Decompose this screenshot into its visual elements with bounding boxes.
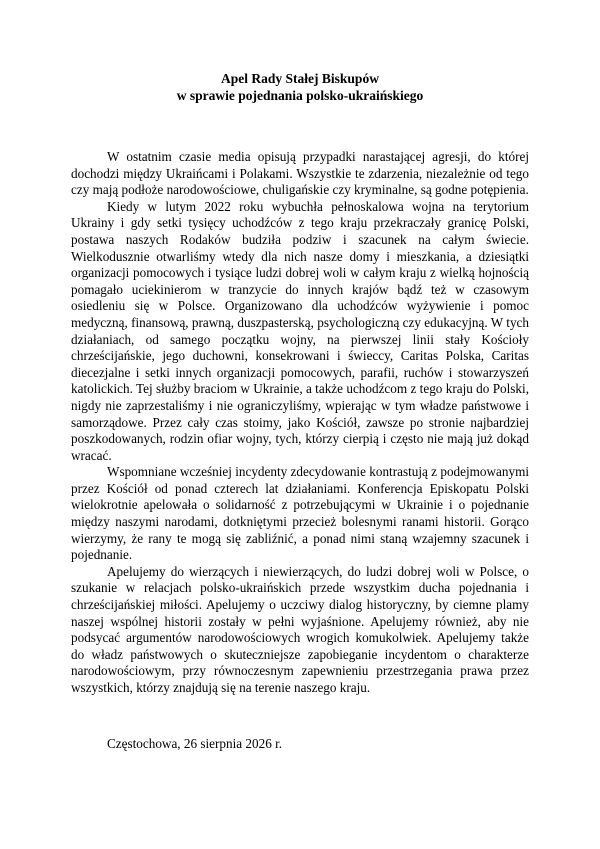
place-and-date: Częstochowa, 26 sierpnia 2026 r. <box>107 736 283 751</box>
paragraph-2: Kiedy w lutym 2022 roku wybuchła pełnoskalowa wojna na terytorium Ukrainy i gdy setki tysięcy uchodźców z tego kraju przekraczały granicę Polski, postawa naszych Rodaków budziła podziw i szacunek na całym świecie. Wielkodusznie otwarliśmy wtedy dla nich nasze domy i mieszkania, a dziesiątki organizacji pomocowych i tysiące ludzi dobrej woli w całym kraju z wielką hojnością pomagało uciekinierom w tranzycie do innych krajów bądź też w czasowym osiedleniu się w Polsce. Organizowano dla uchodźców wyżywienie i pomoc medyczną, finansową, prawną, duszpasterską, psychologiczną czy edukacyjną. W tych działaniach, od samego początku wojny, na pierwszej linii stały Kościoły chrześcijańskie, jego duchowni, konsekrowani i świeccy, Caritas Polska, Caritas diecezjalne i setki innych organizacji pomocowych, parafii, ruchów i stowarzyszeń katolickich. Tej służby braciom w Ukrainie, a także uchodźcom z tego kraju do Polski, nigdy nie zaprzestaliśmy i nie ograniczyliśmy, wpierając w tym władze państwowe i samorządowe. Przez cały czas stoimy, jako Kościół, zawsze po stronie najbardziej poszkodowanych, rodzin ofiar wojny, tych, którzy cierpią i często nie mają już dokąd wracać. <box>71 198 529 463</box>
document-body <box>71 149 529 697</box>
paragraph-3: Wspomniane wcześniej incydenty zdecydowanie kontrastują z podejmowanymi przez Kościół od ponad czterech lat działaniami. Konferencja Episkopatu Polski wielokrotnie apelowała o solidarność z potrzebującymi w Ukrainie i o pojednanie między naszymi narodami, dotkniętymi przecież bolesnymi ranami historii. Gorąco wierzymy, że rany te mogą się zabliźnić, a ponad nimi staną wzajemny szacunek i pojednanie. <box>71 464 529 563</box>
document-title <box>0 70 600 104</box>
paragraph-1: W ostatnim czasie media opisują przypadki narastającej agresji, do której dochodzi między Ukraińcami i Polakami. Wszystkie te zdarzenia, niezależnie od tego czy mają podłoże narodowościowe, chuligańskie czy kryminalne, są godne potępienia. <box>71 149 529 198</box>
title-line-1: Apel Rady Stałej Biskupów <box>221 71 379 86</box>
paragraph-4: Apelujemy do wierzących i niewierzących, do ludzi dobrej woli w Polsce, o szukanie w relacjach polsko-ukraińskich przede wszystkim ducha pojednania i chrześcijańskiej miłości. Apelujemy o uczciwy dialog historyczny, by ciemne plamy naszej wspólnej historii zostały w pełni wyjaśnione. Apelujemy również, aby nie podsycać argumentów narodowościowych wrogich komukolwiek. Apelujemy także do władz państwowych o skuteczniejsze zapobieganie incydentom o charakterze narodowościowym, przy równoczesnym zapewnieniu przestrzegania prawa przez wszystkich, którzy znajdują się na terenie naszego kraju. <box>71 563 529 695</box>
title-line-2: w sprawie pojednania polsko-ukraińskiego <box>176 88 424 103</box>
